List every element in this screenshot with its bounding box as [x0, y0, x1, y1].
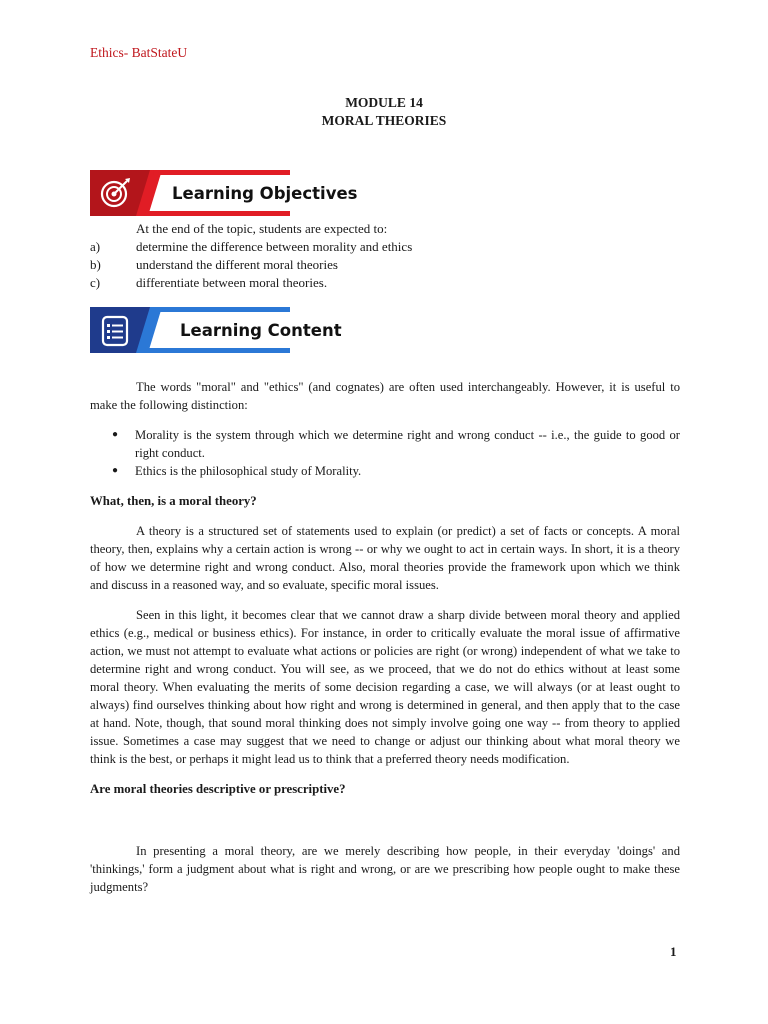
section-heading: Are moral theories descriptive or prescriptive? [90, 782, 346, 796]
objective-text: determine the difference between morality and ethics [136, 239, 413, 254]
objective-marker: a) [90, 239, 101, 254]
content-banner-title: Learning Content [180, 321, 342, 340]
content-paragraph: In presenting a moral theory, are we merely describing how people, in their everyday 'doings' and 'thinkings,' form a judgment about what is right and wrong, or are we prescribing how people ought to make these judgments? [90, 844, 680, 894]
content-banner [90, 307, 342, 353]
content-paragraph: A theory is a structured set of statements used to explain (or predict) a set of facts or concepts. A moral theory, then, explains why a certain action is wrong -- or why we ought to act in certain ways. In short, it is a theory of how we determine right and wrong conduct. Also, moral theories provide the framework upon which we think and discuss in a reasoned way, and so evaluate, specific moral issues. [90, 524, 680, 592]
list-item-text: Morality is the system through which we determine right and wrong conduct -- i.e., the guide to good or right conduct. [135, 428, 680, 460]
bullet-icon: ● [112, 429, 119, 440]
content-paragraph: The words "moral" and "ethics" (and cognates) are often used interchangeably. However, it is useful to make the following distinction: [90, 380, 680, 412]
distinction-list [90, 426, 680, 480]
objectives-banner-title: Learning Objectives [172, 184, 358, 203]
module-title: MORAL THEORIES [321, 113, 447, 128]
bullet-icon: ● [112, 465, 119, 476]
objective-text: understand the different moral theories [136, 257, 338, 272]
objective-marker: b) [90, 257, 101, 272]
list-item-text: Ethics is the philosophical study of Morality. [135, 464, 362, 478]
module-heading [0, 94, 768, 130]
content-paragraph: Seen in this light, it becomes clear that we cannot draw a sharp divide between moral theory and applied ethics (e.g., medical or business ethics). For instance, in order to critically evaluate the moral issue of affirmative action, we must not attempt to evaluate what actions or policies are right (or wrong) independent of what we take to determine right and wrong conduct. You will see, as we proceed, that we do not do ethics without at least some moral theory. When evaluating the merits of some decision regarding a case, we will always (or at least ought to always) find ourselves thinking about how right and wrong is determined in general, and then apply that to the case at hand. Note, though, that sound moral thinking does not simply involve going one way -- from theory to applied issue. Sometimes a case may suggest that we need to change or adjust our thinking about what moral theory we think is the best, or perhaps it might lead us to think that a preferred theory needs modification. [90, 608, 680, 766]
spacer [90, 810, 680, 842]
list-item [90, 462, 680, 480]
objectives-section [90, 220, 690, 292]
learning-content [90, 378, 680, 908]
objective-item [90, 274, 690, 292]
section-heading: What, then, is a moral theory? [90, 494, 257, 508]
objective-text: differentiate between moral theories. [136, 275, 328, 290]
objective-item [90, 238, 690, 256]
page-number: 1 [670, 944, 677, 959]
objectives-banner [90, 170, 358, 216]
module-number: MODULE 14 [345, 95, 423, 110]
objective-marker: c) [90, 275, 101, 290]
list-item [90, 426, 680, 462]
header-label: Ethics- BatStateU [90, 45, 188, 60]
objectives-intro: At the end of the topic, students are expected to: [136, 221, 388, 236]
objective-item [90, 256, 690, 274]
